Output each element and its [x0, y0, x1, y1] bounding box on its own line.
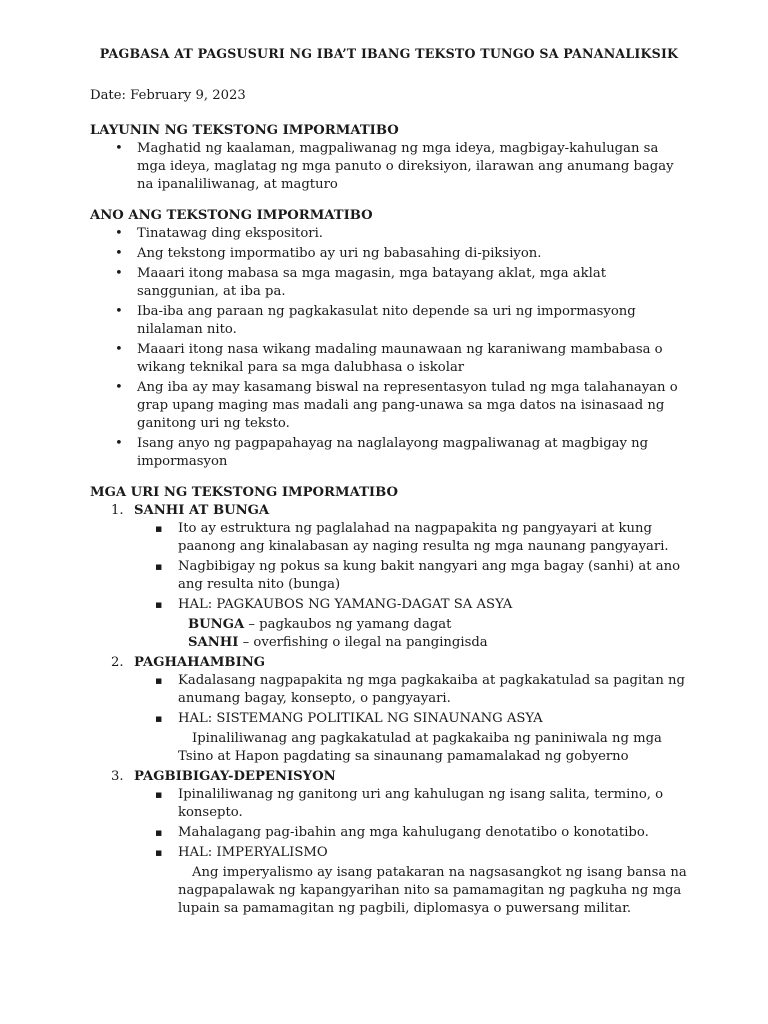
- example-label: SANHI: [188, 635, 239, 650]
- example-text: – overfishing o ilegal na pangingisda: [238, 635, 488, 650]
- type-name: PAGHAHAMBING: [134, 655, 266, 670]
- example-line: [134, 634, 688, 652]
- section-ano: [90, 207, 688, 471]
- sub-bullet-list: [134, 520, 688, 614]
- example-line: [134, 616, 688, 634]
- type-name: SANHI AT BUNGA: [134, 503, 270, 518]
- type-number: 2.: [111, 655, 124, 670]
- type-item: [90, 654, 688, 766]
- list-item: ▪ Mahalagang pag-ibahin ang mga kahulugang denotatibo o konotatibo.: [134, 824, 688, 842]
- section-layunin: [90, 122, 688, 194]
- list-item: ▪ Ipinaliliwanag ng ganitong uri ang kahulugan ng isang salita, termino, o konsepto.: [134, 786, 688, 822]
- section-mga-uri: [90, 484, 688, 918]
- list-item: • Maaari itong mabasa sa mga magasin, mga batayang aklat, mga aklat sanggunian, at iba pa.: [90, 265, 688, 301]
- bullet-list: [90, 140, 688, 194]
- list-item: • Ang tekstong impormatibo ay uri ng babasahing di-piksiyon.: [90, 245, 688, 263]
- types-list: [90, 502, 688, 918]
- type-number: 1.: [111, 503, 124, 518]
- list-item: ▪ HAL: IMPERYALISMO: [134, 844, 688, 862]
- section-heading: LAYUNIN NG TEKSTONG IMPORMATIBO: [90, 123, 399, 138]
- list-item: ▪ HAL: PAGKAUBOS NG YAMANG-DAGAT SA ASYA: [134, 596, 688, 614]
- example-paragraph: Ipinaliliwanag ang pagkakatulad at pagkakaiba ng paniniwala ng mga Tsino at Hapon pagdating sa sinaunang pamamalakad ng gobyerno: [178, 731, 662, 764]
- example-paragraph: Ang imperyalismo ay isang patakaran na nagsasangkot ng isang bansa na nagpapalawak ng kapangyarihan nito sa pamamagitan ng pagkuha ng mga lupain sa pamamagitan ng pagbili, diplomasya o puwersang militar.: [178, 865, 687, 916]
- list-item: • Isang anyo ng pagpapahayag na naglalayong magpaliwanag at magbigay ng impormasyon: [90, 435, 688, 471]
- bullet-list: [90, 225, 688, 471]
- type-item: [90, 768, 688, 918]
- example-label: BUNGA: [188, 617, 245, 632]
- list-item: ▪ Ito ay estruktura ng paglalahad na nagpapakita ng pangyayari at kung paanong ang kinalabasan ay naging resulta ng mga naunang pangyayari.: [134, 520, 688, 556]
- list-item: • Tinatawag ding ekspositori.: [90, 225, 688, 243]
- list-item: • Ang iba ay may kasamang biswal na representasyon tulad ng mga talahanayan o grap upang maging mas madali ang pang-unawa sa mga datos na isinasaad ng ganitong uri ng teksto.: [90, 379, 688, 433]
- type-name: PAGBIBIGAY-DEPENISYON: [134, 769, 336, 784]
- list-item: ▪ HAL: SISTEMANG POLITIKAL NG SINAUNANG ASYA: [134, 710, 688, 728]
- sub-bullet-list: [134, 786, 688, 862]
- list-item: • Maghatid ng kaalaman, magpaliwanag ng mga ideya, magbigay-kahulugan sa mga ideya, maglatag ng mga panuto o direksiyon, ilarawan ang anumang bagay na ipanaliliwanag, at magturo: [90, 140, 688, 194]
- example-text: – pagkaubos ng yamang dagat: [244, 617, 452, 632]
- type-number: 3.: [111, 769, 124, 784]
- section-heading: MGA URI NG TEKSTONG IMPORMATIBO: [90, 485, 398, 500]
- type-item: [90, 502, 688, 652]
- list-item: ▪ Nagbibigay ng pokus sa kung bakit nangyari ang mga bagay (sanhi) at ano ang resulta nito (bunga): [134, 558, 688, 594]
- document-date: Date: February 9, 2023: [90, 88, 246, 103]
- section-heading: ANO ANG TEKSTONG IMPORMATIBO: [90, 208, 373, 223]
- document-title: PAGBASA AT PAGSUSURI NG IBA’T IBANG TEKSTO TUNGO SA PANANALIKSIK: [99, 46, 679, 61]
- list-item: • Iba-iba ang paraan ng pagkakasulat nito depende sa uri ng impormasyong nilalaman nito.: [90, 303, 688, 339]
- list-item: ▪ Kadalasang nagpapakita ng mga pagkakaiba at pagkakatulad sa pagitan ng anumang bagay, konsepto, o pangyayari.: [134, 672, 688, 708]
- sub-bullet-list: [134, 672, 688, 728]
- list-item: • Maaari itong nasa wikang madaling maunawaan ng karaniwang mambabasa o wikang teknikal para sa mga dalubhasa o iskolar: [90, 341, 688, 377]
